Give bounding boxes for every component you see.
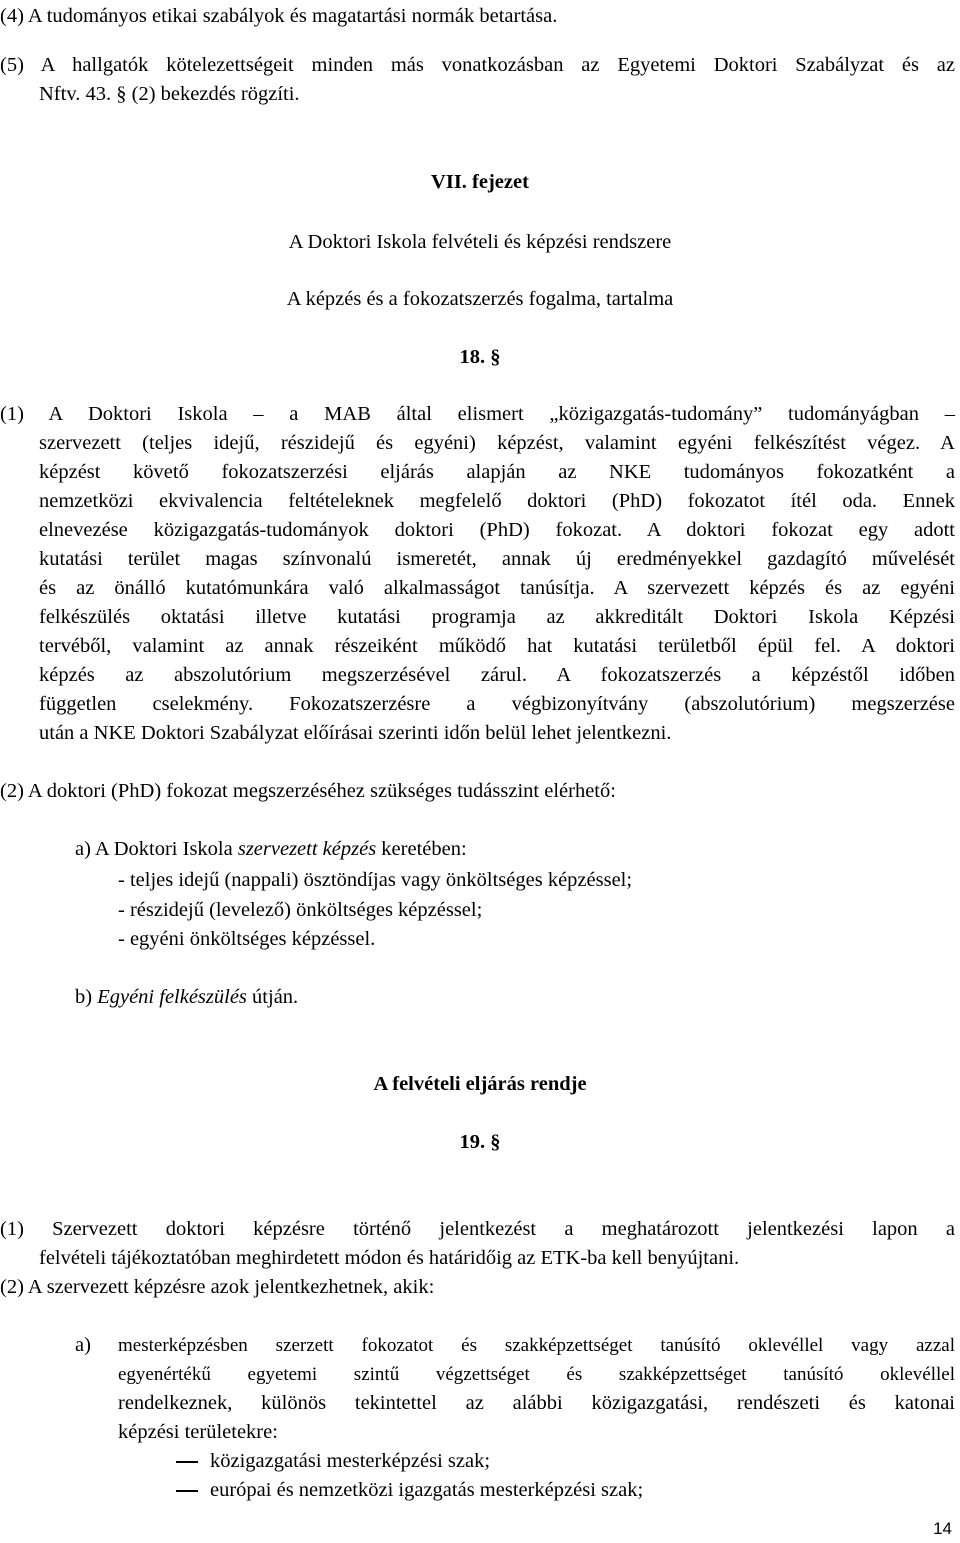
list-item-a-label: a) (75, 1334, 91, 1356)
text-line: elnevezése közigazgatás-tudományok doktori (PhD) fokozat. A doktori fokozat egy adott (39, 519, 955, 541)
chapter-subtitle: A képzés és a fokozatszerzés fogalma, tartalma (286, 288, 674, 310)
list-item-a-suffix: keretében: (376, 838, 467, 860)
list-item-a-italic: szervezett képzés (237, 838, 377, 860)
bullet-text: közigazgatási mesterképzési szak; (210, 1450, 491, 1472)
text-line: nemzetközi ekvivalencia feltételeknek megfelelő doktori (PhD) fokozatot ítél oda. Ennek (39, 490, 955, 512)
text-line: független cselekmény. Fokozatszerzésre a végbizonyítvány (abszolutórium) megszerzése (39, 693, 955, 715)
section-18-number: 18. § (459, 346, 501, 368)
text-line: képzést követő fokozatszerzési eljárás alapján az NKE tudományos fokozatként a (39, 461, 955, 483)
text-line: kutatási terület magas színvonalú ismeretét, annak új eredményekkel gazdagító művelését (39, 548, 955, 570)
bullet-text: európai és nemzetközi igazgatás mesterképzési szak; (210, 1479, 644, 1501)
section-19-number: 19. § (459, 1131, 501, 1153)
text-line: után a NKE Doktori Szabályzat előírásai szerinti időn belül lehet jelentkezni. (39, 722, 672, 744)
text-line: mesterképzésben szerzett fokozatot és szakképzettséget tanúsító oklevéllel vagy azzal (118, 1335, 955, 1356)
dash-bullet-icon (176, 1490, 198, 1492)
paragraph-5-line-1: (5) A hallgatók kötelezettségeit minden más vonatkozásban az Egyetemi Doktori Szabályzat és az (0, 54, 955, 76)
bullet-item (176, 1447, 490, 1476)
chapter-number: VII. fejezet (431, 171, 529, 193)
paragraph-4: (4) A tudományos etikai szabályok és magatartási normák betartása. (0, 5, 558, 27)
list-item-b-italic: Egyéni felkészülés (97, 986, 247, 1008)
text-line: képzés az abszolutórium megszerzésével zárul. A fokozatszerzés a képzéstől időben (39, 664, 955, 686)
section-19-heading: A felvételi eljárás rendje (373, 1073, 587, 1095)
section-19-paragraph-1-line-2: felvételi tájékoztatóban meghirdetett módon és határidőig az ETK-ba kell benyújtani. (39, 1247, 740, 1269)
list-item-a-prefix: a) A Doktori Iskola (75, 838, 238, 860)
list-item-b (75, 983, 298, 1012)
text-line: felkészülés oktatási illetve kutatási programja az akkreditált Doktori Iskola Képzési (39, 606, 955, 628)
text-line: rendelkeznek, különös tekintettel az alábbi közigazgatási, rendészeti és katonai (118, 1392, 955, 1414)
bullet-item (176, 1476, 643, 1505)
text-line: (1) A Doktori Iskola – a MAB által elismert „közigazgatás-tudomány” tudományágban – (0, 403, 955, 425)
paragraph-5-line-2: Nftv. 43. § (2) bekezdés rögzíti. (39, 83, 300, 105)
sub-item: - teljes idejű (nappali) ösztöndíjas vagy önköltséges képzéssel; (118, 869, 633, 891)
sub-item: - egyéni önköltséges képzéssel. (118, 928, 376, 950)
section-19-paragraph-1-line-1: (1) Szervezett doktori képzésre történő jelentkezést a meghatározott jelentkezési lapon a (0, 1218, 955, 1240)
section-19-paragraph-2: (2) A szervezett képzésre azok jelentkezhetnek, akik: (0, 1276, 435, 1298)
text-line: képzési területekre: (118, 1421, 278, 1443)
dash-bullet-icon (176, 1461, 198, 1463)
text-line: tervéből, valamint az annak részeiként működő hat kutatási területből épül fel. A doktori (39, 635, 955, 657)
section-18-paragraph-2-intro: (2) A doktori (PhD) fokozat megszerzéséhez szükséges tudásszint elérhető: (0, 780, 616, 802)
list-item-b-suffix: útján. (246, 986, 299, 1008)
text-line: és az önálló kutatómunkára való alkalmasságot tanúsítja. A szervezett képzés és az egyéni (39, 577, 955, 599)
text-line: szervezett (teljes idejű, részidejű és egyéni) képzést, valamint egyéni felkészítést végez. A (39, 432, 955, 454)
chapter-title: A Doktori Iskola felvételi és képzési rendszere (288, 231, 672, 253)
list-item-a (75, 835, 467, 864)
list-item-b-prefix: b) (75, 986, 98, 1008)
page-number: 14 (933, 1519, 952, 1538)
sub-item: - részidejű (levelező) önköltséges képzéssel; (118, 899, 483, 921)
text-line: egyenértékű egyetemi szintű végzettséget és szakképzettséget tanúsító oklevéllel (118, 1364, 955, 1385)
